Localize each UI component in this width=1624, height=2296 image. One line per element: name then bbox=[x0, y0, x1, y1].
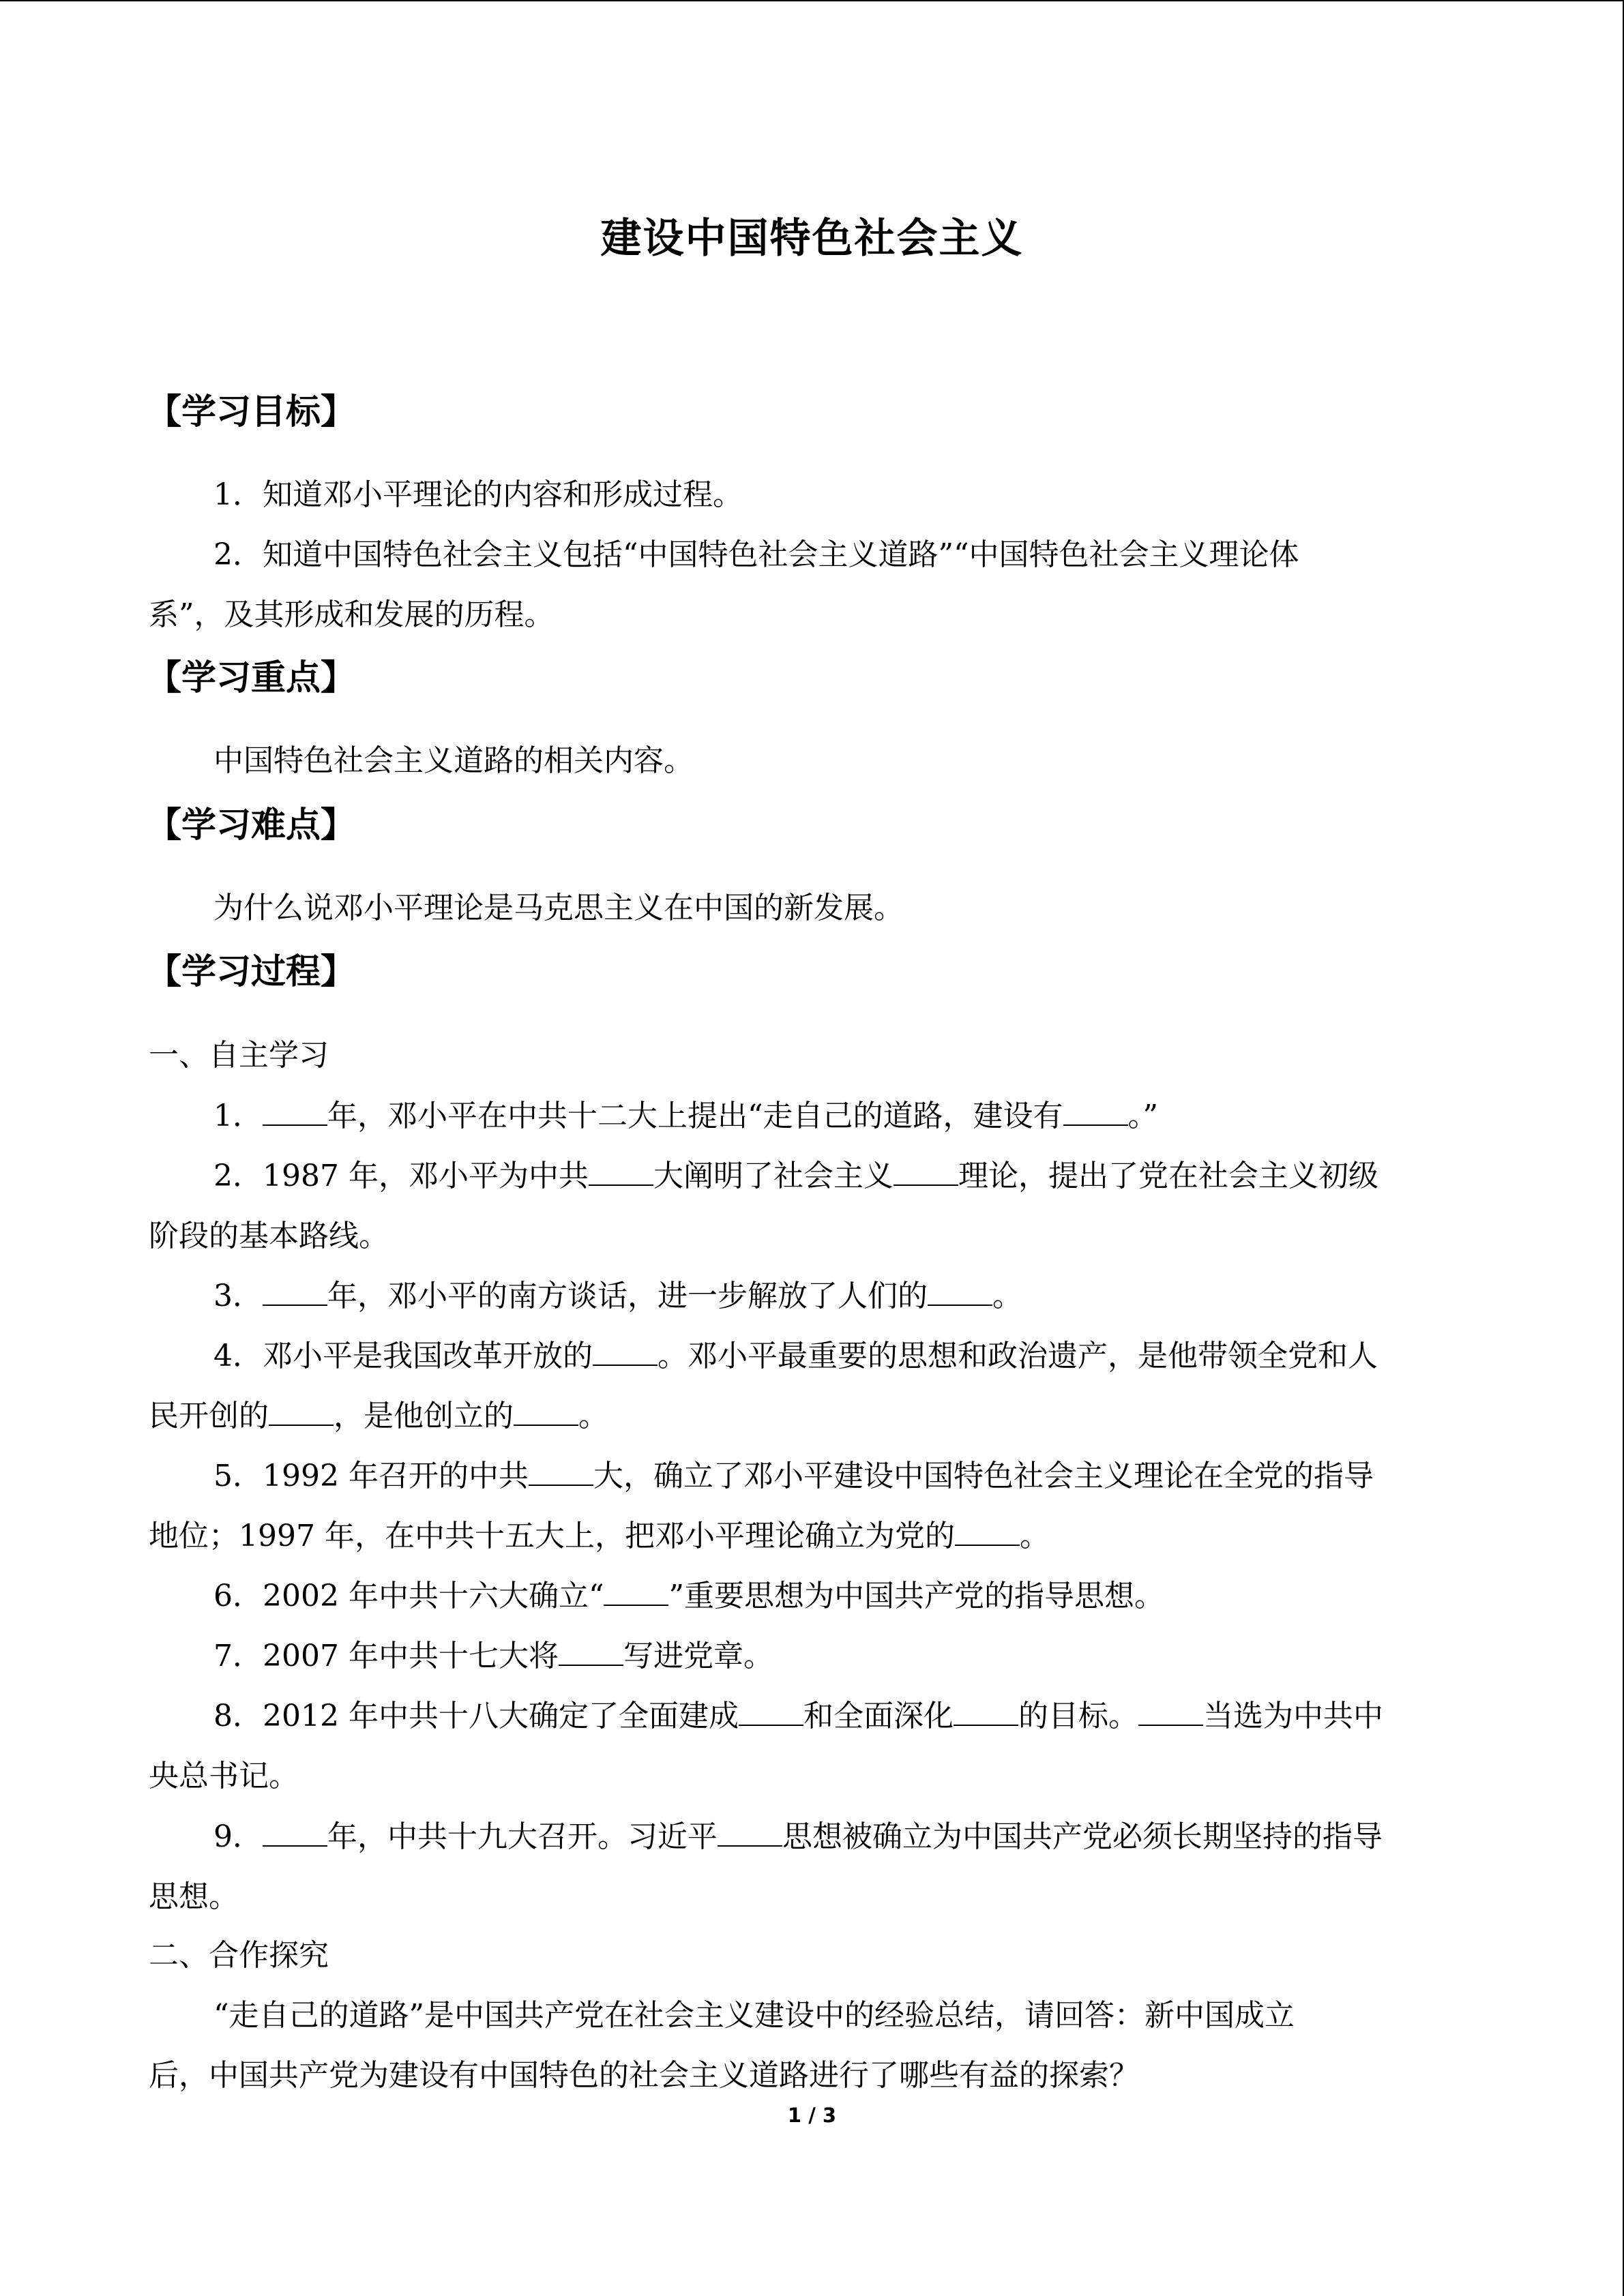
question-9-line-1: 9． 年，中共十九大召开。习近平 思想被确立为中国共产党必须长期坚持的指导 bbox=[213, 1819, 1383, 1854]
question-2-line-2: 阶段的基本路线。 bbox=[149, 1219, 389, 1253]
inquiry-question-line-2: 后，中国共产党为建设有中国特色的社会主义道路进行了哪些有益的探索？ bbox=[149, 2058, 1139, 2093]
answer-blank bbox=[263, 1818, 327, 1847]
goal-2-line-1: 2．知道中国特色社会主义包括“中国特色社会主义道路”“中国特色社会主义理论体 bbox=[213, 537, 1299, 572]
heading-focus: 【学习重点】 bbox=[147, 658, 356, 698]
section-cooperative-inquiry: 二、合作探究 bbox=[149, 1938, 329, 1973]
answer-blank bbox=[928, 1277, 992, 1306]
answer-blank bbox=[589, 1157, 653, 1186]
question-4-line-2: 民开创的 ，是他创立的 。 bbox=[149, 1399, 608, 1433]
question-1: 1． 年，邓小平在中共十二大上提出“走自己的道路，建设有 。” bbox=[213, 1099, 1158, 1133]
question-7: 7．2007 年中共十七大将 写进党章。 bbox=[213, 1639, 773, 1673]
heading-goals: 【学习目标】 bbox=[147, 392, 356, 432]
answer-blank bbox=[955, 1517, 1020, 1546]
question-6: 6．2002 年中共十六大确立“ ”重要思想为中国共产党的指导思想。 bbox=[213, 1579, 1164, 1613]
goal-2-line-2: 系”，及其形成和发展的历程。 bbox=[149, 597, 555, 632]
section-self-study: 一、自主学习 bbox=[149, 1038, 329, 1073]
answer-blank bbox=[1138, 1697, 1203, 1726]
question-5-line-2: 地位；1997 年，在中共十五大上，把邓小平理论确立为党的 。 bbox=[149, 1519, 1050, 1553]
question-2-line-1: 2．1987 年，邓小平为中共 大阐明了社会主义 理论，提出了党在社会主义初级 bbox=[213, 1159, 1378, 1193]
heading-difficulty: 【学习难点】 bbox=[147, 805, 356, 846]
difficulty-text: 为什么说邓小平理论是马克思主义在中国的新发展。 bbox=[213, 891, 904, 925]
answer-blank bbox=[514, 1397, 578, 1426]
answer-blank bbox=[739, 1697, 803, 1726]
question-8-line-2: 央总书记。 bbox=[149, 1759, 299, 1793]
question-5-line-1: 5．1992 年召开的中共 大，确立了邓小平建设中国特色社会主义理论在全党的指导 bbox=[213, 1459, 1374, 1493]
page-indicator: 1 / 3 bbox=[787, 2104, 837, 2127]
answer-blank bbox=[263, 1277, 327, 1306]
goal-1: 1．知道邓小平理论的内容和形成过程。 bbox=[213, 477, 743, 512]
answer-blank bbox=[529, 1457, 593, 1486]
answer-blank bbox=[593, 1337, 658, 1366]
answer-blank bbox=[604, 1577, 668, 1606]
heading-process: 【学习过程】 bbox=[147, 952, 356, 992]
answer-blank bbox=[718, 1818, 782, 1847]
answer-blank bbox=[263, 1097, 327, 1126]
focus-text: 中国特色社会主义道路的相关内容。 bbox=[213, 743, 694, 778]
answer-blank bbox=[269, 1397, 334, 1426]
question-8-line-1: 8．2012 年中共十八大确定了全面建成 和全面深化 的目标。 当选为中共中 bbox=[213, 1699, 1383, 1733]
question-3: 3． 年，邓小平的南方谈话，进一步解放了人们的 。 bbox=[213, 1279, 1022, 1313]
answer-blank bbox=[1063, 1097, 1128, 1126]
answer-blank bbox=[954, 1697, 1018, 1726]
question-9-line-2: 思想。 bbox=[149, 1879, 239, 1914]
answer-blank bbox=[894, 1157, 958, 1186]
answer-blank bbox=[559, 1637, 623, 1666]
question-4-line-1: 4．邓小平是我国改革开放的 。邓小平最重要的思想和政治遗产，是他带领全党和人 bbox=[213, 1339, 1378, 1373]
inquiry-question-line-1: “走自己的道路”是中国共产党在社会主义建设中的经验总结，请回答：新中国成立 bbox=[213, 1998, 1295, 2033]
document-title: 建设中国特色社会主义 bbox=[600, 215, 1024, 263]
